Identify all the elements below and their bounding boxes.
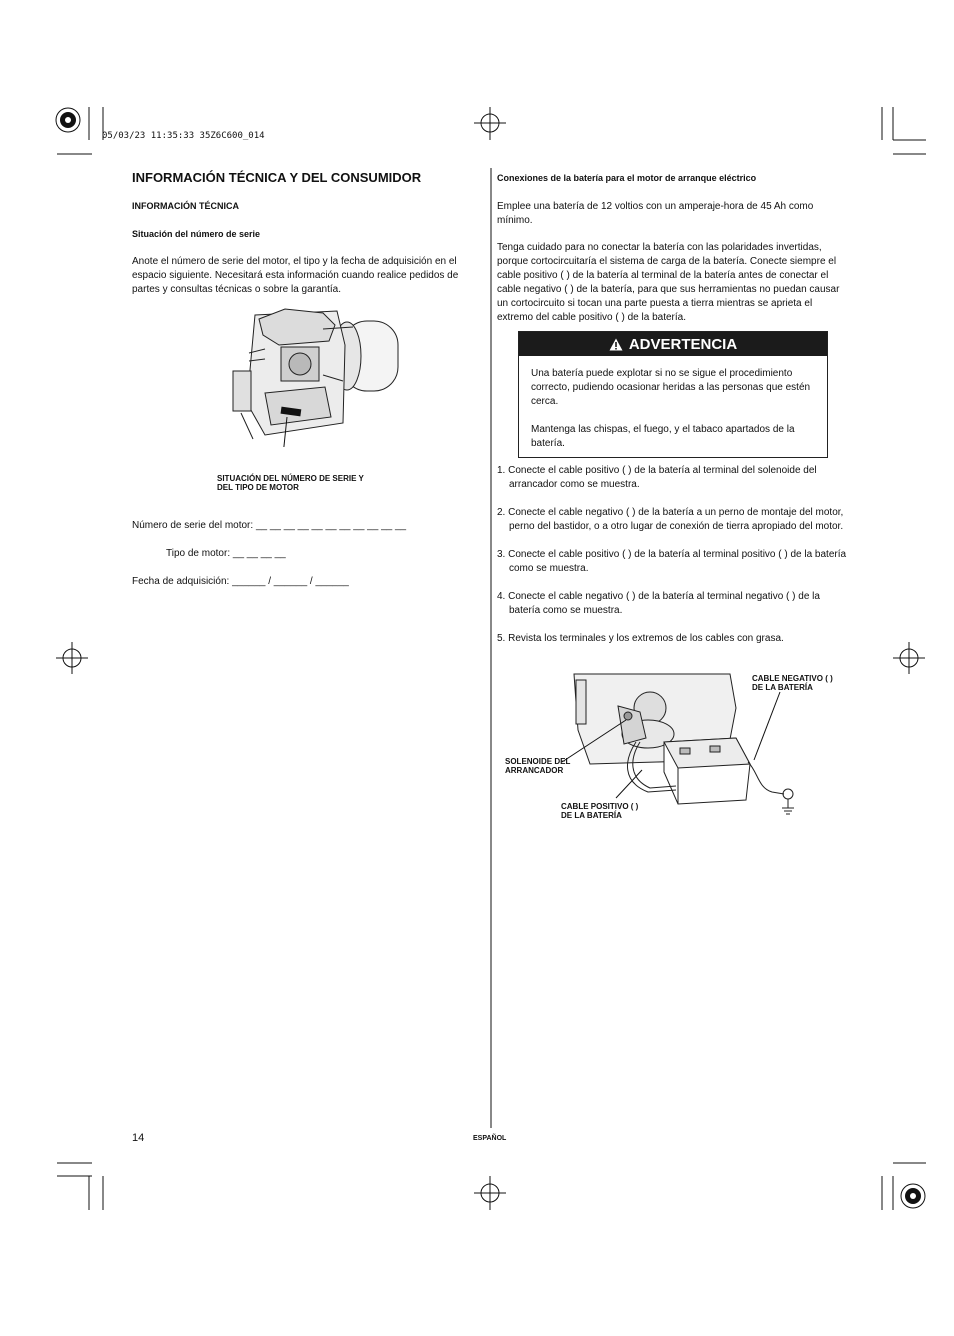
engine-illustration [225, 305, 405, 447]
section-heading: Situación del número de serie [132, 229, 261, 239]
list-item: 5. Revista los terminales y los extremos de los cables con grasa. [497, 633, 784, 644]
serial-blanks: __ __ __ __ __ __ __ __ __ __ __ [255, 520, 407, 531]
list-item: 1. Conecte el cable positivo ( ) de la batería al terminal del solenoide del arrancador como se muestra. [497, 465, 817, 490]
list-item: 3. Conecte el cable positivo ( ) de la batería al terminal positivo ( ) de la batería como se muestra. [497, 549, 847, 574]
figure-label: SITUACIÓN DEL NÚMERO DE SERIE Y DEL TIPO DE MOTOR [217, 474, 364, 492]
section-subtitle: INFORMACIÓN TÉCNICA [132, 201, 239, 211]
steps-list [497, 464, 853, 660]
serial-field: Número de serie del motor: __ __ __ __ __ __ __ __ __ __ __ [132, 520, 407, 531]
warning-title: ADVERTENCIA [628, 335, 738, 353]
battery-paragraph-2: Tenga cuidado para no conectar la batería con las polaridades invertidas, porque cortocircuitaría el sistema de carga de la batería. Conecte siempre el cable positivo ( ) de la batería al terminal de la batería antes de conectar el cable negativo ( ) de la batería, para que sus herramientas no puedan causar un cortocircuito si tocan una parte puesta a tierra mientras se aprieta el extremo del cable positivo ( ) de la batería. [497, 242, 840, 323]
warning-header [519, 332, 827, 356]
intro-paragraph: Anote el número de serie del motor, el tipo y la fecha de adquisición en el espacio siguiente. Necesitará esta información cuando realice pedidos de partes y consultas técnicas o sobre la garantía. [132, 256, 459, 295]
warning-text-1: Una batería puede explotar si no se sigue el procedimiento correcto, pudiendo ocasionar heridas a las personas que estén cerca. [531, 368, 811, 407]
page-title: INFORMACIÓN TÉCNICA Y DEL CONSUMIDOR [132, 170, 422, 185]
date-field: Fecha de adquisición: ______ / ______ / ______ [132, 576, 349, 587]
list-item: 2. Conecte el cable negativo ( ) de la batería a un perno de montaje del motor, perno del bastidor, o a otro lugar de conexión de tierra apropiado del motor. [497, 507, 844, 532]
list-item: 4. Conecte el cable negativo ( ) de la batería al terminal negativo ( ) de la batería como se muestra. [497, 591, 820, 616]
solenoid-label: SOLENOIDE DEL ARRANCADOR [505, 757, 571, 775]
negative-cable-label: CABLE NEGATIVO ( ) DE LA BATERÍA [752, 674, 833, 692]
warning-triangle-icon [609, 338, 623, 351]
battery-paragraph-1: Emplee una batería de 12 voltios con un amperaje-hora de 45 Ah como mínimo. [497, 201, 814, 226]
language-label: ESPAÑOL [473, 1135, 507, 1142]
print-timestamp: 05/03/23 11:35:33 35Z6C600_014 [102, 131, 265, 141]
battery-heading: Conexiones de la batería para el motor de arranque eléctrico [497, 173, 757, 183]
type-blanks: __ __ __ __ [232, 548, 286, 559]
warning-box [518, 331, 828, 458]
positive-cable-label: CABLE POSITIVO ( ) DE LA BATERÍA [561, 802, 639, 820]
type-field: Tipo de motor: __ __ __ __ [166, 548, 286, 559]
date-blanks: ______ / ______ / ______ [232, 576, 349, 587]
page-number: 14 [132, 1132, 145, 1144]
warning-text-2: Mantenga las chispas, el fuego, y el tabaco apartados de la batería. [531, 424, 795, 449]
